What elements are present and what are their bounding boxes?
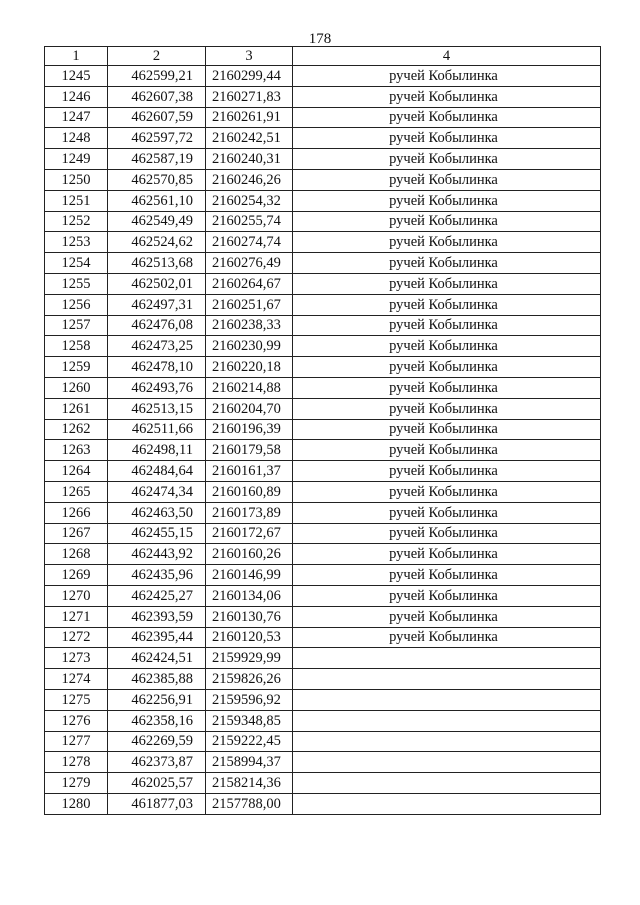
point-number-cell: 1267 [45,523,108,544]
y-coordinate-cell: 2159929,99 [206,648,293,669]
y-coordinate-cell: 2159596,92 [206,689,293,710]
description-cell: ручей Кобылинка [293,440,601,461]
x-coordinate-cell: 462385,88 [108,669,206,690]
table-row [45,273,601,294]
description-cell: ручей Кобылинка [293,502,601,523]
point-number-cell: 1277 [45,731,108,752]
table-row [45,66,601,87]
description-cell [293,793,601,814]
column-header-2: 2 [108,47,206,66]
table-row [45,419,601,440]
table-row [45,544,601,565]
x-coordinate-cell: 462502,01 [108,273,206,294]
point-number-cell: 1273 [45,648,108,669]
table-row [45,440,601,461]
y-coordinate-cell: 2159826,26 [206,669,293,690]
description-cell: ручей Кобылинка [293,315,601,336]
x-coordinate-cell: 462599,21 [108,66,206,87]
point-number-cell: 1247 [45,107,108,128]
description-cell [293,731,601,752]
x-coordinate-cell: 462025,57 [108,773,206,794]
point-number-cell: 1269 [45,565,108,586]
x-coordinate-cell: 462524,62 [108,232,206,253]
description-cell [293,710,601,731]
description-cell: ручей Кобылинка [293,294,601,315]
table-row [45,128,601,149]
table-row [45,481,601,502]
description-cell: ручей Кобылинка [293,232,601,253]
y-coordinate-cell: 2160246,26 [206,169,293,190]
table-row [45,731,601,752]
point-number-cell: 1280 [45,793,108,814]
point-number-cell: 1252 [45,211,108,232]
y-coordinate-cell: 2157788,00 [206,793,293,814]
y-coordinate-cell: 2159348,85 [206,710,293,731]
description-cell: ручей Кобылинка [293,377,601,398]
point-number-cell: 1257 [45,315,108,336]
description-cell [293,773,601,794]
table-row [45,190,601,211]
table-row [45,773,601,794]
description-cell: ручей Кобылинка [293,585,601,606]
y-coordinate-cell: 2160220,18 [206,357,293,378]
y-coordinate-cell: 2160160,26 [206,544,293,565]
description-cell: ручей Кобылинка [293,544,601,565]
description-cell: ручей Кобылинка [293,211,601,232]
x-coordinate-cell: 462474,34 [108,481,206,502]
description-cell: ручей Кобылинка [293,336,601,357]
column-header-3: 3 [206,47,293,66]
y-coordinate-cell: 2158994,37 [206,752,293,773]
point-number-cell: 1249 [45,149,108,170]
x-coordinate-cell: 462473,25 [108,336,206,357]
y-coordinate-cell: 2160254,32 [206,190,293,211]
description-cell: ручей Кобылинка [293,273,601,294]
y-coordinate-cell: 2160238,33 [206,315,293,336]
description-cell: ручей Кобылинка [293,86,601,107]
description-cell: ручей Кобылинка [293,419,601,440]
point-number-cell: 1271 [45,606,108,627]
point-number-cell: 1250 [45,169,108,190]
y-coordinate-cell: 2160196,39 [206,419,293,440]
point-number-cell: 1251 [45,190,108,211]
table-row [45,398,601,419]
description-cell: ручей Кобылинка [293,128,601,149]
x-coordinate-cell: 462493,76 [108,377,206,398]
point-number-cell: 1272 [45,627,108,648]
y-coordinate-cell: 2160240,31 [206,149,293,170]
x-coordinate-cell: 462425,27 [108,585,206,606]
table-row [45,461,601,482]
x-coordinate-cell: 462607,38 [108,86,206,107]
point-number-cell: 1253 [45,232,108,253]
x-coordinate-cell: 462395,44 [108,627,206,648]
description-cell: ручей Кобылинка [293,253,601,274]
description-cell [293,648,601,669]
y-coordinate-cell: 2160134,06 [206,585,293,606]
point-number-cell: 1261 [45,398,108,419]
point-number-cell: 1268 [45,544,108,565]
y-coordinate-cell: 2160130,76 [206,606,293,627]
point-number-cell: 1260 [45,377,108,398]
table-row [45,107,601,128]
point-number-cell: 1255 [45,273,108,294]
x-coordinate-cell: 462484,64 [108,461,206,482]
x-coordinate-cell: 462256,91 [108,689,206,710]
x-coordinate-cell: 461877,03 [108,793,206,814]
x-coordinate-cell: 462373,87 [108,752,206,773]
x-coordinate-cell: 462435,96 [108,565,206,586]
point-number-cell: 1274 [45,669,108,690]
x-coordinate-cell: 462443,92 [108,544,206,565]
description-cell: ручей Кобылинка [293,461,601,482]
description-cell [293,669,601,690]
description-cell: ручей Кобылинка [293,565,601,586]
x-coordinate-cell: 462549,49 [108,211,206,232]
table-row [45,86,601,107]
description-cell: ручей Кобылинка [293,398,601,419]
description-cell: ручей Кобылинка [293,107,601,128]
x-coordinate-cell: 462597,72 [108,128,206,149]
x-coordinate-cell: 462424,51 [108,648,206,669]
description-cell [293,752,601,773]
table-row [45,669,601,690]
y-coordinate-cell: 2160299,44 [206,66,293,87]
table-row [45,606,601,627]
coordinates-table [44,46,601,815]
x-coordinate-cell: 462498,11 [108,440,206,461]
table-row [45,565,601,586]
x-coordinate-cell: 462607,59 [108,107,206,128]
point-number-cell: 1248 [45,128,108,149]
point-number-cell: 1262 [45,419,108,440]
description-cell: ручей Кобылинка [293,627,601,648]
x-coordinate-cell: 462513,15 [108,398,206,419]
point-number-cell: 1275 [45,689,108,710]
y-coordinate-cell: 2160179,58 [206,440,293,461]
point-number-cell: 1263 [45,440,108,461]
point-number-cell: 1254 [45,253,108,274]
table-body [45,66,601,815]
description-cell: ручей Кобылинка [293,169,601,190]
page-number: 178 [308,31,332,47]
x-coordinate-cell: 462570,85 [108,169,206,190]
description-cell: ручей Кобылинка [293,523,601,544]
y-coordinate-cell: 2160230,99 [206,336,293,357]
table-row [45,211,601,232]
x-coordinate-cell: 462511,66 [108,419,206,440]
table-row [45,793,601,814]
point-number-cell: 1266 [45,502,108,523]
description-cell: ручей Кобылинка [293,149,601,170]
x-coordinate-cell: 462513,68 [108,253,206,274]
point-number-cell: 1258 [45,336,108,357]
point-number-cell: 1256 [45,294,108,315]
x-coordinate-cell: 462463,50 [108,502,206,523]
table-header-row [45,47,601,66]
point-number-cell: 1276 [45,710,108,731]
table-row [45,315,601,336]
y-coordinate-cell: 2160146,99 [206,565,293,586]
description-cell: ручей Кобылинка [293,66,601,87]
y-coordinate-cell: 2160173,89 [206,502,293,523]
y-coordinate-cell: 2160261,91 [206,107,293,128]
x-coordinate-cell: 462393,59 [108,606,206,627]
y-coordinate-cell: 2160276,49 [206,253,293,274]
point-number-cell: 1278 [45,752,108,773]
description-cell: ручей Кобылинка [293,357,601,378]
x-coordinate-cell: 462478,10 [108,357,206,378]
description-cell [293,689,601,710]
table-row [45,336,601,357]
table-row [45,710,601,731]
y-coordinate-cell: 2160160,89 [206,481,293,502]
x-coordinate-cell: 462358,16 [108,710,206,731]
x-coordinate-cell: 462269,59 [108,731,206,752]
point-number-cell: 1279 [45,773,108,794]
point-number-cell: 1259 [45,357,108,378]
x-coordinate-cell: 462561,10 [108,190,206,211]
table-row [45,377,601,398]
description-cell: ручей Кобылинка [293,190,601,211]
y-coordinate-cell: 2160204,70 [206,398,293,419]
table-row [45,627,601,648]
point-number-cell: 1245 [45,66,108,87]
x-coordinate-cell: 462455,15 [108,523,206,544]
y-coordinate-cell: 2160172,67 [206,523,293,544]
description-cell: ручей Кобылинка [293,481,601,502]
table-row [45,169,601,190]
description-cell: ручей Кобылинка [293,606,601,627]
column-header-1: 1 [45,47,108,66]
column-header-4: 4 [293,47,601,66]
table-row [45,585,601,606]
y-coordinate-cell: 2160255,74 [206,211,293,232]
y-coordinate-cell: 2158214,36 [206,773,293,794]
point-number-cell: 1246 [45,86,108,107]
table-row [45,253,601,274]
y-coordinate-cell: 2160274,74 [206,232,293,253]
y-coordinate-cell: 2160264,67 [206,273,293,294]
y-coordinate-cell: 2160242,51 [206,128,293,149]
table-row [45,232,601,253]
y-coordinate-cell: 2159222,45 [206,731,293,752]
x-coordinate-cell: 462497,31 [108,294,206,315]
table-row [45,752,601,773]
point-number-cell: 1265 [45,481,108,502]
y-coordinate-cell: 2160271,83 [206,86,293,107]
x-coordinate-cell: 462587,19 [108,149,206,170]
table-row [45,648,601,669]
y-coordinate-cell: 2160161,37 [206,461,293,482]
point-number-cell: 1264 [45,461,108,482]
x-coordinate-cell: 462476,08 [108,315,206,336]
point-number-cell: 1270 [45,585,108,606]
table-row [45,523,601,544]
table-row [45,502,601,523]
y-coordinate-cell: 2160214,88 [206,377,293,398]
y-coordinate-cell: 2160120,53 [206,627,293,648]
table-row [45,294,601,315]
table-row [45,149,601,170]
table-row [45,357,601,378]
y-coordinate-cell: 2160251,67 [206,294,293,315]
table-row [45,689,601,710]
